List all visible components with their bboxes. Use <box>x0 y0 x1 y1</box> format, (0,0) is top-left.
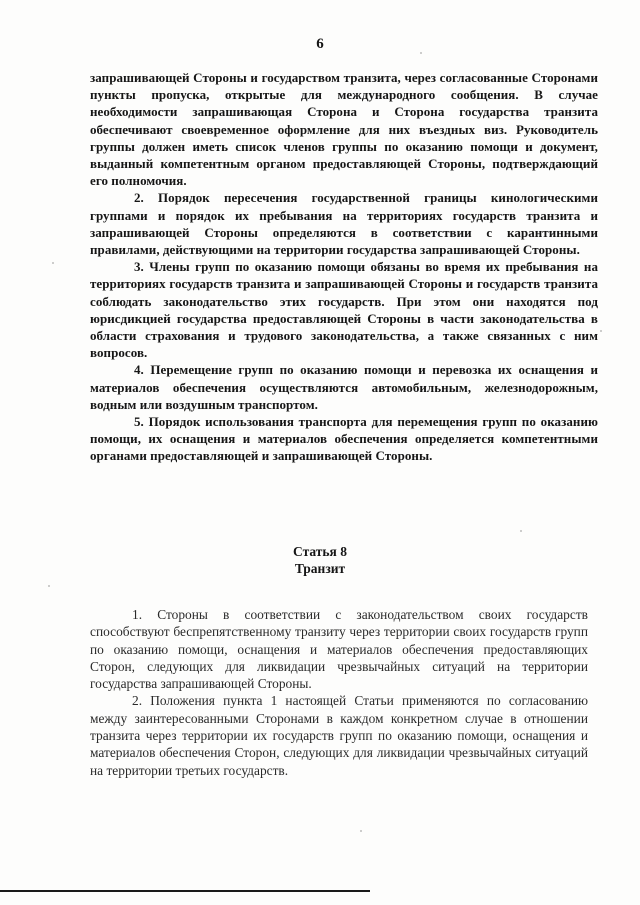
paragraph: запрашивающей Стороны и государством транзита, через согласованные Сторонами пункты пропуска, открытые для международного сообщения. В случае необходимости запрашивающая Сторона и Сторона государства транзита обеспечивают своевременное оформление для них въездных виз. Руководитель группы должен иметь список членов группы по оказанию помощи и документ, выданный компетентным органом предоставляющей Стороны, подтверждающий его полномочия. <box>90 70 598 189</box>
scan-speck <box>52 262 54 264</box>
paragraph: 5. Порядок использования транспорта для перемещения групп по оказанию помощи, их оснащения и материалов обеспечения определяется компетентными органами предоставляющей и запрашивающей Стороны. <box>90 414 598 464</box>
scan-speck <box>360 830 362 832</box>
article-title: Транзит <box>294 561 346 576</box>
body-text-section-1 <box>90 69 598 465</box>
paragraph: 3. Члены групп по оказанию помощи обязаны во время их пребывания на территориях государств транзита и запрашивающей Стороны и государств транзита соблюдать законодательство этих государств. При этом они находятся под юрисдикцией государства предоставляющей Стороны в части законодательства в области страхования и трудового законодательства, а также связанных с ним вопросов. <box>90 259 598 361</box>
scan-speck <box>520 530 522 532</box>
article-number: Статья 8 <box>293 544 347 559</box>
bottom-rule <box>0 890 370 892</box>
scan-speck <box>600 330 602 332</box>
paragraph: 4. Перемещение групп по оказанию помощи и перевозка их оснащения и материалов обеспечения осуществляются автомобильным, железнодорожным, водным или воздушным транспортом. <box>90 362 598 412</box>
page-number: 6 <box>316 36 324 52</box>
body-text-section-2 <box>90 606 588 779</box>
scan-speck <box>420 52 422 54</box>
paragraph: 2. Порядок пересечения государственной границы кинологическими группами и порядок их пребывания на территориях государств транзита и запрашивающей Стороны определяются в соответствии с карантинными правилами, действующими на территории государства запрашивающей Стороны. <box>90 190 598 258</box>
paragraph: 1. Стороны в соответствии с законодательством своих государств способствуют беспрепятственному транзиту через территории своих государств групп по оказанию помощи, оснащения и материалов обеспечения предоставляющих Сторон, следующих для ликвидации чрезвычайных ситуаций на территории государства запрашивающей Стороны. <box>90 607 588 692</box>
paragraph: 2. Положения пункта 1 настоящей Статьи применяются по согласованию между заинтересованными Сторонами в каждом конкретном случае в отношении транзита через территории их государств групп по оказанию помощи, оснащения и материалов обеспечения Сторон, следующих для ликвидации чрезвычайных ситуаций на территории третьих государств. <box>90 693 588 778</box>
scan-speck <box>48 585 50 587</box>
